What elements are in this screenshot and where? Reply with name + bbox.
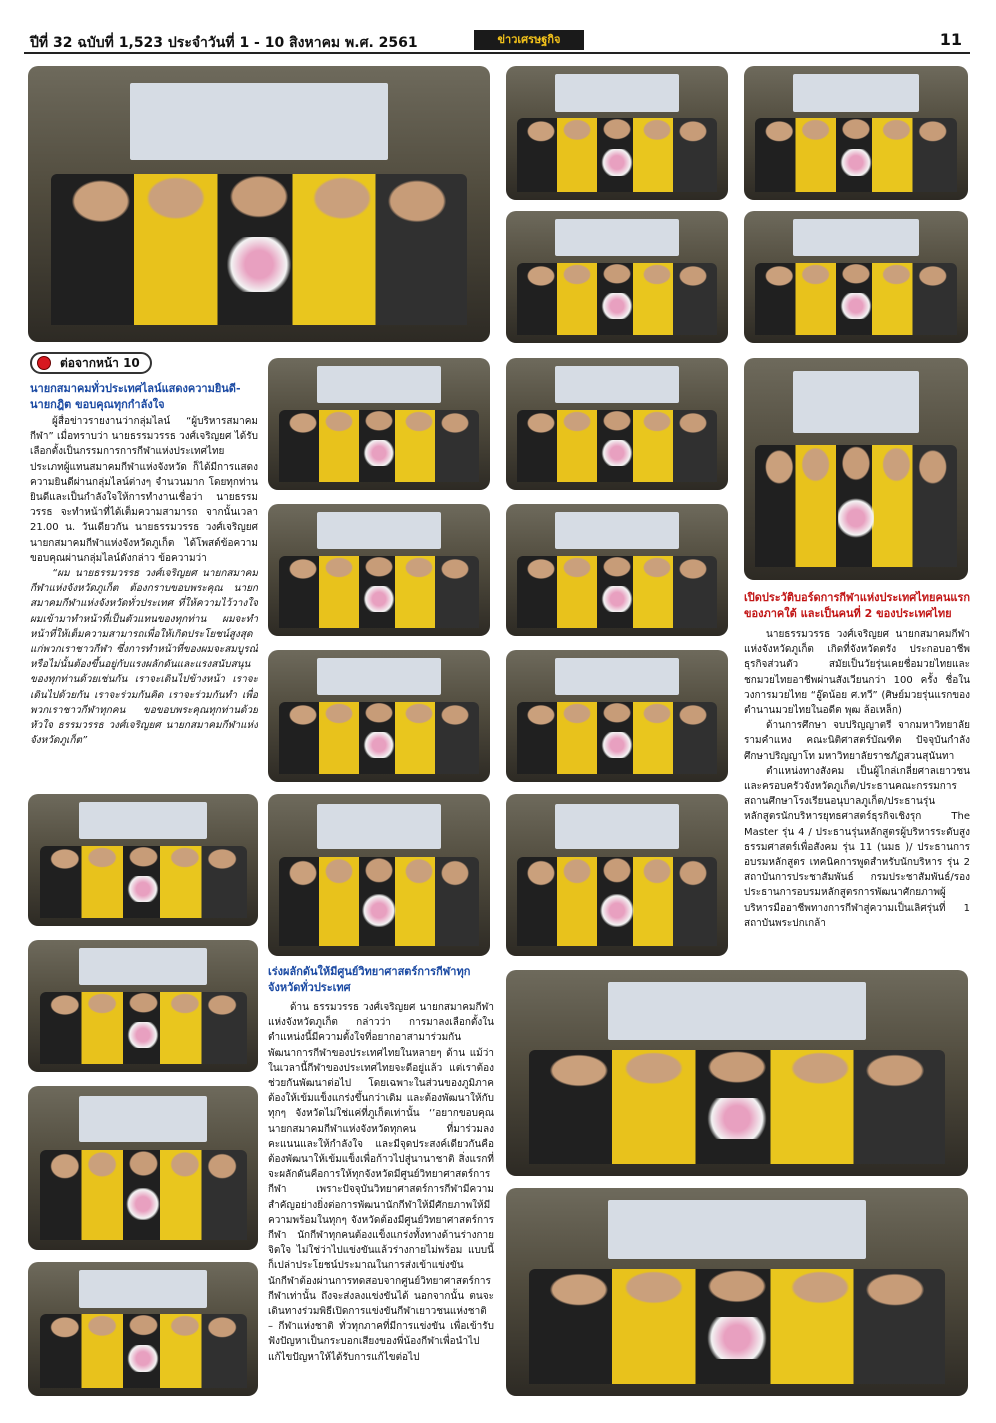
continued-from-page-badge — [30, 352, 152, 374]
red-dot-icon — [37, 356, 51, 370]
issue-line: ปีที่ 32 ฉบับที่ 1,523 ประจำวันที่ 1 - 10 สิงหาคม พ.ศ. 2561 — [30, 35, 418, 51]
photo-mid-1 — [268, 358, 490, 490]
article3-p1: ด้าน ธรรมวรรธ วงศ์เจริญยศ นายกสมาคมกีฬาแห่งจังหวัดภูเก็ต กล่าวว่า การมาลงเลือกตั้งในตำแหน่งนี้มีความตั้งใจที่อยากอาสามาร่วมกันพัฒนาการกีฬาของประเทศไทยในหลายๆ ด้าน แม้ว่าในเวลานี้กีฬาของประเทศไทยจะดีอยู่แล้ว แต่เราต้องช่วยกันพัฒนาต่อไป โดยเฉพาะในส่วนของภูมิภาคต้องให้เข้มแข็งแกร่งขึ้นกว่าเดิม และต้องพัฒนาให้กับทุกๆ จังหวัดไม่ใช่แค่ที่ภูเก็ตเท่านั้น ‘’อยากขอบคุณนายกสมาคมกีฬาแห่งจังหวัดทุกคน ที่มาร่วมลงคะแนนและให้กำลังใจ และมีจุดประสงค์เดียวกันคือต้องพัฒนาให้เข้มแข็งเพื่อก้าวไปสู่นานาชาติ สิ่งแรกที่จะผลักดันคือการให้ทุกจังหวัดมีศูนย์วิทยาศาสตร์การกีฬา เพราะปัจจุบันวิทยาศาสตร์การกีฬามีความสำคัญอย่างยิ่งต่อการพัฒนานักกีฬาให้มีศักยภาพให้มีความพร้อมในทุกๆ จังหวัดต้องมีศูนย์วิทยาศาสตร์การกีฬา นักกีฬาทุกคนต้องแข็งแกร่งทั้งทางด้านร่างกาย จิตใจ ไม่ใช่ว่าไปแข่งขันแล้วร่างกายไม่พร้อม แบบนี้ก็เปล่าประโยชน์ประมาณในการส่งเข้าแข่งขัน นักกีฬาต้องผ่านการทดสอบจากศูนย์วิทยาศาสตร์การกีฬาเท่านั้น ถึงจะส่งลงแข่งขันได้ นอกจากนั้น ตนจะเดินทางร่วมพิธีเปิดการแข่งขันกีฬาเยาวชนแห่งชาติ – กีฬาแห่งชาติ ทั่วทุกภาคที่มีการแข่งขัน เพื่อเข้ารับฟังปัญหาเป็นกระบอกเสียงของพี่น้องกีฬาเพื่อนำไปแก้ไขปัญหาให้ได้รับการแก้ไขต่อไป — [268, 1002, 494, 1363]
photo-left-4 — [28, 1262, 258, 1396]
photo-mid-5 — [268, 650, 490, 782]
photo-large-handover — [744, 358, 968, 580]
photo-center-1 — [268, 794, 490, 956]
photo-bottom-right-2 — [506, 1188, 968, 1396]
photo-mid-3 — [268, 504, 490, 636]
article2-p1: นายธรรมวรรธ วงศ์เจริญยศ นายกสมาคมกีฬาแห่งจังหวัดภูเก็ต เกิดที่จังหวัดตรัง ประกอบอาชีพธุรกิจส่วนตัว สมัยเป็นวัยรุ่นเคยชื่อมวยไทยและชกมวยไทยอาชีพผ่านสังเวียนกว่า 100 ครั้ง ชื่อในวงการมวยไทย “อู๊ดน้อย ศ.ทวี” (ศิษย์มวยรุ่นแรกของตำนานมวยไทยในอดีต พุฒ ล้อเหล็ก) — [744, 629, 970, 717]
article1-headline: นายกสมาคมทั่วประเทศไลน์แสดงความยินดี- นายกฎิต ขอบคุณทุกกำลังใจ — [30, 382, 241, 411]
photo-bottom-right-1 — [506, 970, 968, 1176]
photo-left-3 — [28, 1086, 258, 1250]
photo-left-1 — [28, 794, 258, 926]
newspaper-logo: ข่าวเศรษฐกิจ — [474, 30, 584, 50]
photo-mid-4 — [506, 504, 728, 636]
photo-main-group — [28, 66, 490, 342]
article2-p2: ด้านการศึกษา จบปริญญาตรี จากมหาวิทยาลัยรามคำแหง คณะนิติศาสตร์บัณฑิต ปัจจุบันกำลังศึกษาปริญญาโท มหาวิทยาลัยราชภัฏสวนสุนันทา — [744, 720, 970, 762]
photo-mid-2 — [506, 358, 728, 490]
photo-top-1 — [506, 66, 728, 200]
article1-body — [30, 414, 258, 782]
photo-top-2 — [744, 66, 968, 200]
page-number: 11 — [939, 30, 962, 49]
photo-center-2 — [506, 794, 728, 956]
photo-top-3 — [506, 211, 728, 343]
article1-paragraph: ผู้สื่อข่าวรายงานว่ากลุ่มไลน์ “ผู้บริหารสมาคมกีฬา” เมื่อทราบว่า นายธรรมวรรธ วงศ์เจริญยศ ได้รับเลือกตั้งเป็นกรรมการการกีฬาแห่งประเทศไทยประเภทผู้แทนสมาคมกีฬาแห่งจังหวัด ก็ได้มีการแสดงความยินดีผ่านกลุ่มไลน์ต่างๆ จำนวนมาก โดยทุกท่านยินดีและเป็นกำลังใจให้การทำงานเชื่อว่า นายธรรมวรรธ จะทำหน้าที่ได้เต็มความสามารถ จากนั้นเวลา 21.00 น. วันเดียวกัน นายธรรมวรรธ วงศ์เจริญยศ นายกสมาคมกีฬาแห่งจังหวัดภูเก็ต ได้โพสต์ข้อความขอบคุณผ่านกลุ่มไลน์ดังกล่าว ข้อความว่า — [30, 416, 258, 564]
article2-headline: เปิดประวัติบอร์ดการกีฬาแห่งประเทศไทยคนแรกของภาคใต้ และเป็นคนที่ 2 ของประเทศไทย — [744, 591, 971, 620]
photo-mid-6 — [506, 650, 728, 782]
article3-headline: เร่งผลักดันให้มีศูนย์วิทยาศาสตร์การกีฬาทุกจังหวัดทั่วประเทศ — [268, 965, 471, 994]
page-header — [24, 28, 970, 54]
article1-quote: “ผม นายธรรมวรรธ วงศ์เจริญยศ นายกสมาคมกีฬาแห่งจังหวัดภูเก็ต ต้องกราบขอบพระคุณ นายกสมาคมกีฬาแห่งจังหวัดทั่วประเทศ ที่ให้ความไว้วางใจผมเข้ามาทำหน้าที่เป็นตัวแทนของทุกท่าน ผมจะทำหน้าที่ให้เต็มความสามารถเพื่อให้เกิดประโยชน์สูงสุดแก่พวกเราชาวกีฬา ซึ่งการทำหน้าที่ของผมจะสมบูรณ์หรือไม่นั้นต้องขึ้นอยู่กับแรงผลักดันและแรงสนับสนุนของทุกท่านด้วยเช่นกัน เราจะเดินไปข้างหน้า เราจะเดินไปด้วยกัน เราจะร่วมกันคิด เราจะร่วมกันทำ เพื่อพวกเราชาวกีฬาทุกคน ขอขอบพระคุณทุกท่านด้วยหัวใจ ธรรมวรรธ วงศ์เจริญยศ นายกสมาคมกีฬาแห่งจังหวัดภูเก็ต” — [30, 568, 258, 747]
photo-left-2 — [28, 940, 258, 1072]
article3-body — [268, 1000, 494, 1396]
continued-label: ต่อจากหน้า 10 — [60, 356, 140, 370]
article2-p3: ตำแหน่งทางสังคม เป็นผู้ไกล่เกลี่ยศาลเยาวชนและครอบครัวจังหวัดภูเก็ต/ประธานคณะกรรมการสถานศึกษาโรงเรียนอนุบาลภูเก็ต/ประธานรุ่นหลักสูตรนักบริหารยุทธศาสตร์ธุรกิจเชิงรุก The Master รุ่น 4 / ประธานรุ่นหลักสูตรผู้บริหารระดับสูงธรรมศาสตร์เพื่อสังคม รุ่น 11 (นมธ )/ ประธานการอบรมหลักสูตร เทคนิคการพูดสำหรับนักบริหาร รุ่น 2 สถาบันการประชาสัมพันธ์ กรมประชาสัมพันธ์/รองประธานการอบรมหลักสูตรการพัฒนาศักยภาพผู้บริหารมืออาชีพทางการกีฬาสู่ความเป็นเลิศรุ่นที่ 1 สถาบันพระปกเกล้า — [744, 765, 970, 929]
photo-top-4 — [744, 211, 968, 343]
article2-body — [744, 627, 970, 961]
